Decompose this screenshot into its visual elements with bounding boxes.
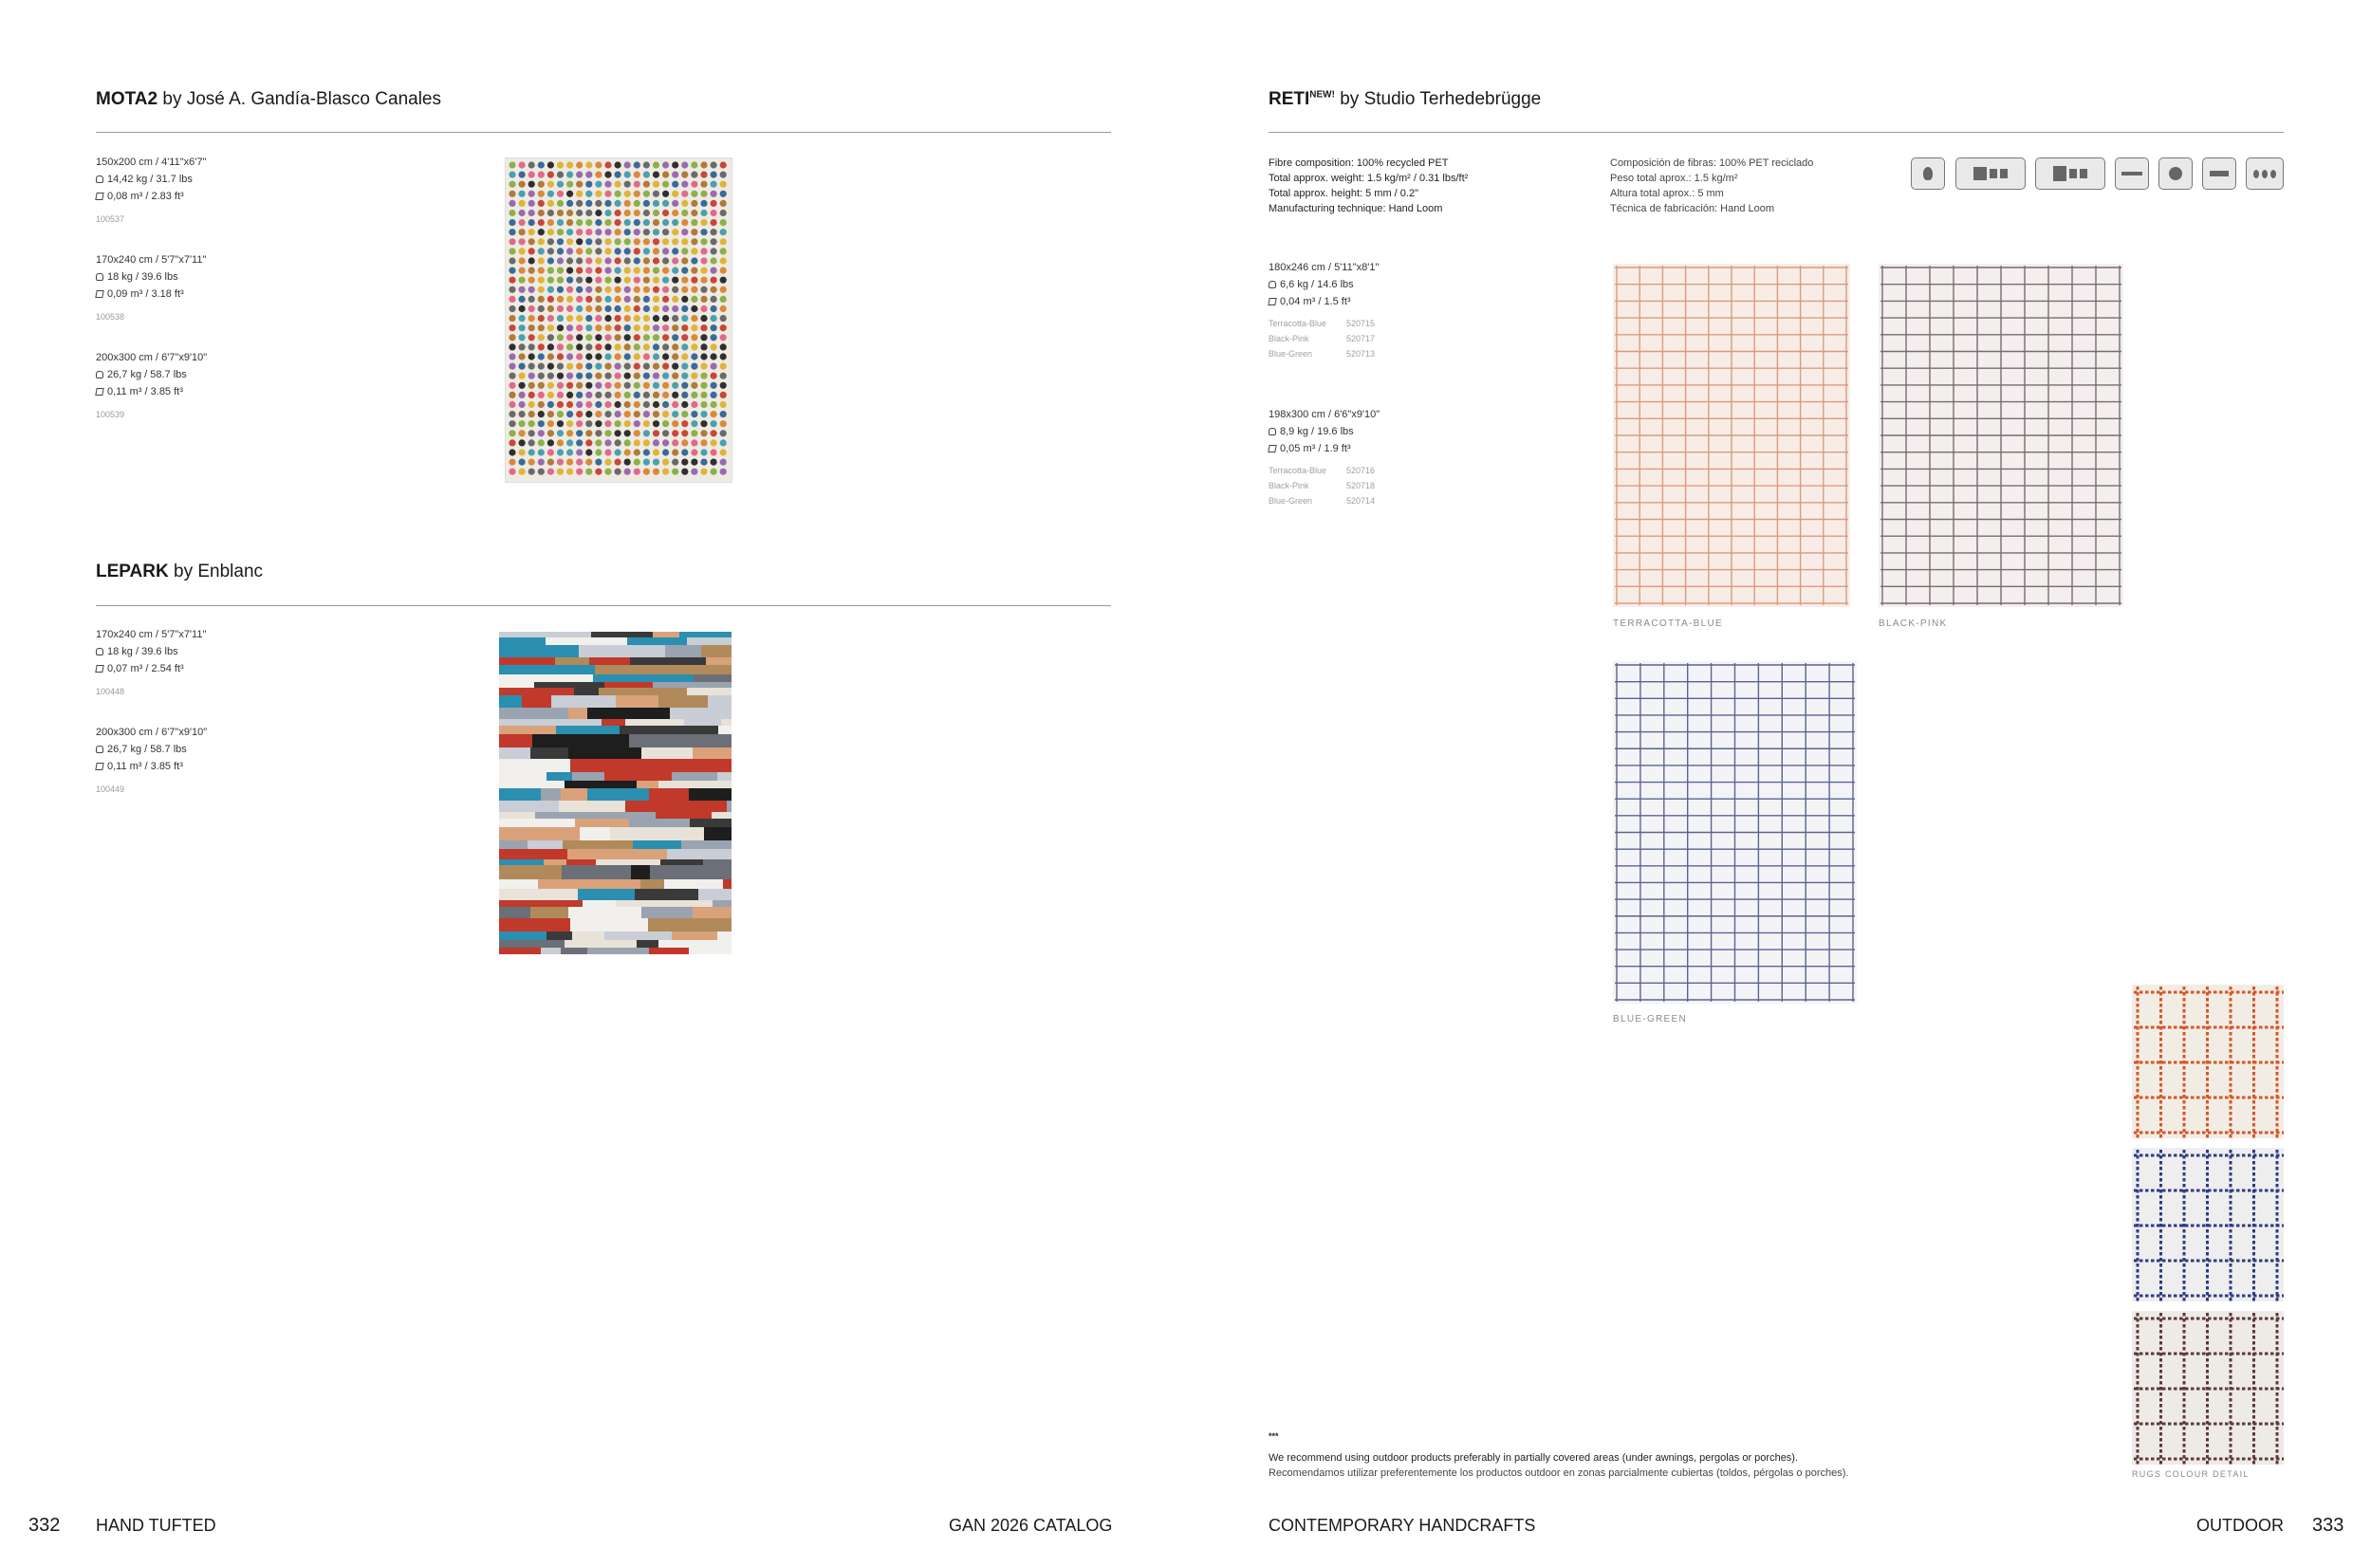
weight-icon — [96, 648, 103, 655]
variant-code: 520718 — [1346, 481, 1376, 490]
volume-icon — [95, 763, 103, 770]
detail-blue-swatch — [2132, 1148, 2284, 1301]
variant-name: Terracotta-Blue — [1269, 466, 1327, 475]
polka-dot-pattern — [506, 158, 733, 484]
water-resistant-icon — [2246, 157, 2284, 190]
mota2-divider — [96, 132, 1111, 133]
detail-pattern — [2132, 985, 2284, 1138]
weight-value: 18 kg / 39.6 lbs — [107, 271, 178, 283]
variant-row — [1269, 478, 1380, 493]
size-label: 200x300 cm / 6'7"x9'10" — [96, 727, 208, 738]
variant-code: 520715 — [1346, 319, 1376, 328]
size-label: 198x300 cm / 6'6"x9'10" — [1269, 409, 1380, 420]
reti-black-pink-rug — [1879, 264, 2123, 607]
weight-value: 8,9 kg / 19.6 lbs — [1280, 426, 1354, 437]
note-marker: *** — [1269, 1431, 1279, 1441]
variant-code: 520716 — [1346, 466, 1376, 475]
spec-line: Peso total aprox.: 1.5 kg/m² — [1610, 173, 1738, 184]
variant-name: Black-Pink — [1269, 481, 1309, 490]
volume-value: 0,08 m³ / 2.83 ft³ — [107, 191, 184, 202]
caption-black-pink: BLACK-PINK — [1879, 618, 1948, 629]
spec-line: Técnica de fabricación: Hand Loom — [1610, 203, 1775, 214]
category-label: OUTDOOR — [2196, 1516, 2284, 1535]
wash-icon — [2202, 157, 2236, 190]
size-label: 170x240 cm / 5'7"x7'11" — [96, 629, 207, 640]
weight-value: 26,7 kg / 58.7 lbs — [107, 369, 187, 380]
variant-row — [1269, 346, 1379, 361]
reti-specs-es — [1610, 156, 1813, 216]
grid-pattern — [1613, 661, 1857, 1004]
volume-value: 0,11 m³ / 3.85 ft³ — [107, 386, 183, 397]
detail-pattern — [2132, 1311, 2284, 1465]
variant-name: Blue-Green — [1269, 349, 1313, 359]
fire-retardant-icon — [1911, 157, 1945, 190]
grid-pattern — [1613, 264, 1850, 607]
caption-terracotta-blue: TERRACOTTA-BLUE — [1613, 618, 1723, 629]
reti-title — [1269, 89, 1541, 110]
weight-value: 14,42 kg / 31.7 lbs — [107, 174, 193, 185]
spec-line: Total approx. weight: 1.5 kg/m² / 0.31 lbs/ft² — [1269, 173, 1469, 184]
reti-designer: by Studio Terhedebrügge — [1340, 89, 1542, 109]
variant-row — [1269, 316, 1379, 331]
mota2-size-3 — [96, 349, 207, 423]
lepark-rug-image — [499, 632, 732, 954]
volume-icon — [1268, 445, 1276, 452]
covered-outdoor-icon — [1955, 157, 2026, 190]
lepark-name: LEPARK — [96, 562, 169, 581]
new-badge: NEW! — [1309, 89, 1335, 101]
variant-code: 520717 — [1346, 334, 1376, 343]
spec-line: Composición de fibras: 100% PET reciclado — [1610, 157, 1814, 169]
spec-line: Total approx. height: 5 mm / 0.2" — [1269, 188, 1418, 199]
volume-value: 0,11 m³ / 3.85 ft³ — [107, 761, 183, 772]
product-code: 100539 — [96, 410, 125, 419]
right-section-label: CONTEMPORARY HANDCRAFTS — [1269, 1516, 1536, 1535]
weight-value: 6,6 kg / 14.6 lbs — [1280, 279, 1354, 290]
detail-pattern — [2132, 1148, 2284, 1301]
lepark-size-2 — [96, 724, 207, 798]
weight-icon — [1269, 428, 1276, 435]
size-label: 170x240 cm / 5'7"x7'11" — [96, 254, 207, 266]
mota2-rug-image — [505, 157, 732, 483]
mota2-title — [96, 89, 441, 110]
variant-name: Terracotta-Blue — [1269, 319, 1327, 328]
volume-icon — [95, 290, 103, 298]
reti-terracotta-blue-rug — [1613, 264, 1850, 607]
product-code: 100538 — [96, 312, 125, 322]
terrace-outdoor-icon — [2035, 157, 2105, 190]
size-label: 180x246 cm / 5'11"x8'1" — [1269, 262, 1380, 273]
spec-line: Altura total aprox.: 5 mm — [1610, 188, 1724, 199]
right-page-number: 333 — [2312, 1515, 2344, 1536]
variant-row — [1269, 331, 1379, 346]
volume-icon — [95, 388, 103, 396]
reti-size-2 — [1269, 406, 1380, 508]
variant-name: Black-Pink — [1269, 334, 1309, 343]
product-code: 100449 — [96, 784, 125, 794]
weight-icon — [96, 746, 103, 753]
outdoor-note-es: Recomendamos utilizar preferentemente los productos outdoor en zonas parcialmente cubiertas (toldos, pérgolas o porches). — [1269, 1467, 1849, 1479]
grid-pattern — [1879, 264, 2123, 607]
mota2-designer: by José A. Gandía-Blasco Canales — [162, 89, 441, 109]
volume-icon — [1268, 298, 1276, 305]
volume-value: 0,07 m³ / 2.54 ft³ — [107, 663, 184, 674]
lepark-size-1 — [96, 626, 206, 700]
variant-row — [1269, 493, 1380, 508]
vacuum-icon — [2158, 157, 2193, 190]
product-code: 100537 — [96, 214, 125, 224]
weight-value: 18 kg / 39.6 lbs — [107, 646, 178, 657]
mota2-size-1 — [96, 154, 206, 228]
reti-blue-green-rug — [1613, 661, 1857, 1004]
left-section-label: HAND TUFTED — [96, 1516, 216, 1535]
variant-row — [1269, 463, 1380, 478]
variant-code: 520713 — [1346, 349, 1376, 359]
volume-value: 0,05 m³ / 1.9 ft³ — [1280, 443, 1351, 454]
spec-line: Fibre composition: 100% recycled PET — [1269, 157, 1449, 169]
lepark-designer: by Enblanc — [174, 562, 264, 581]
caption-colour-detail: RUGS COLOUR DETAIL — [2132, 1469, 2250, 1479]
caption-blue-green: BLUE-GREEN — [1613, 1014, 1688, 1024]
detail-terracotta-swatch — [2132, 985, 2284, 1138]
lepark-title — [96, 562, 263, 582]
pool-edge-icon — [2115, 157, 2149, 190]
left-page-number: 332 — [28, 1515, 61, 1536]
weight-value: 26,7 kg / 58.7 lbs — [107, 744, 187, 755]
weight-icon — [96, 273, 103, 281]
size-label: 200x300 cm / 6'7"x9'10" — [96, 352, 208, 363]
outdoor-note-en: We recommend using outdoor products preferably in partially covered areas (under awnings, pergolas or porches). — [1269, 1452, 1799, 1464]
volume-icon — [95, 193, 103, 200]
detail-black-pink-swatch — [2132, 1311, 2284, 1465]
reti-divider — [1269, 132, 2284, 133]
volume-value: 0,09 m³ / 3.18 ft³ — [107, 288, 184, 300]
variant-name: Blue-Green — [1269, 496, 1313, 506]
lepark-divider — [96, 605, 1111, 606]
spec-line: Manufacturing technique: Hand Loom — [1269, 203, 1443, 214]
stripe-pattern — [499, 632, 732, 954]
weight-icon — [1269, 281, 1276, 288]
product-code: 100448 — [96, 687, 125, 696]
weight-icon — [96, 175, 103, 183]
variant-code: 520714 — [1346, 496, 1376, 506]
volume-icon — [95, 665, 103, 673]
catalog-label: GAN 2026 CATALOG — [949, 1516, 1113, 1535]
reti-size-1 — [1269, 259, 1379, 361]
weight-icon — [96, 371, 103, 378]
reti-name: RETI — [1269, 89, 1310, 109]
volume-value: 0,04 m³ / 1.5 ft³ — [1280, 296, 1351, 307]
mota2-name: MOTA2 — [96, 89, 158, 109]
reti-specs-en — [1269, 156, 1468, 216]
size-label: 150x200 cm / 4'11"x6'7" — [96, 157, 207, 168]
mota2-size-2 — [96, 251, 206, 325]
